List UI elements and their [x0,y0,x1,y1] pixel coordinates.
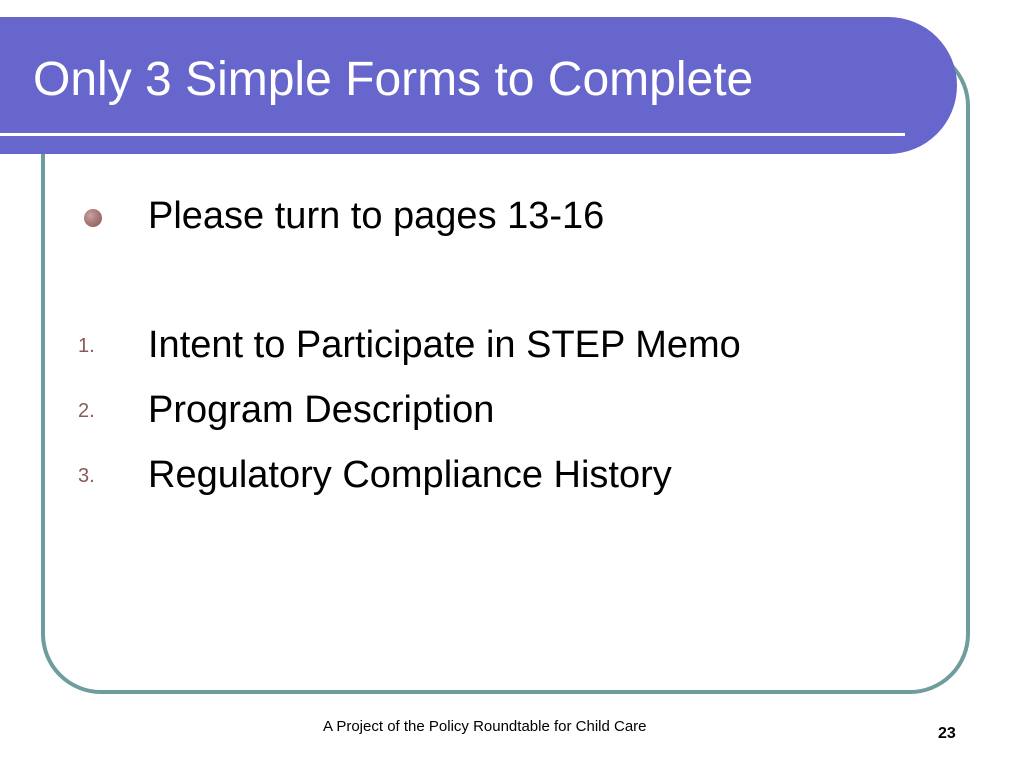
item-number: 1. [78,335,95,357]
item-number: 3. [78,465,95,487]
item-text: Regulatory Compliance History [148,454,672,496]
item-text: Program Description [148,389,495,431]
title-underline [0,133,905,136]
footer-text: A Project of the Policy Roundtable for Child Care [323,718,647,735]
slide-number: 23 [938,725,956,742]
bullet-text: Please turn to pages 13-16 [148,195,605,237]
item-text: Intent to Participate in STEP Memo [148,324,741,366]
slide-title: Only 3 Simple Forms to Complete [33,53,754,106]
item-number: 2. [78,400,95,422]
